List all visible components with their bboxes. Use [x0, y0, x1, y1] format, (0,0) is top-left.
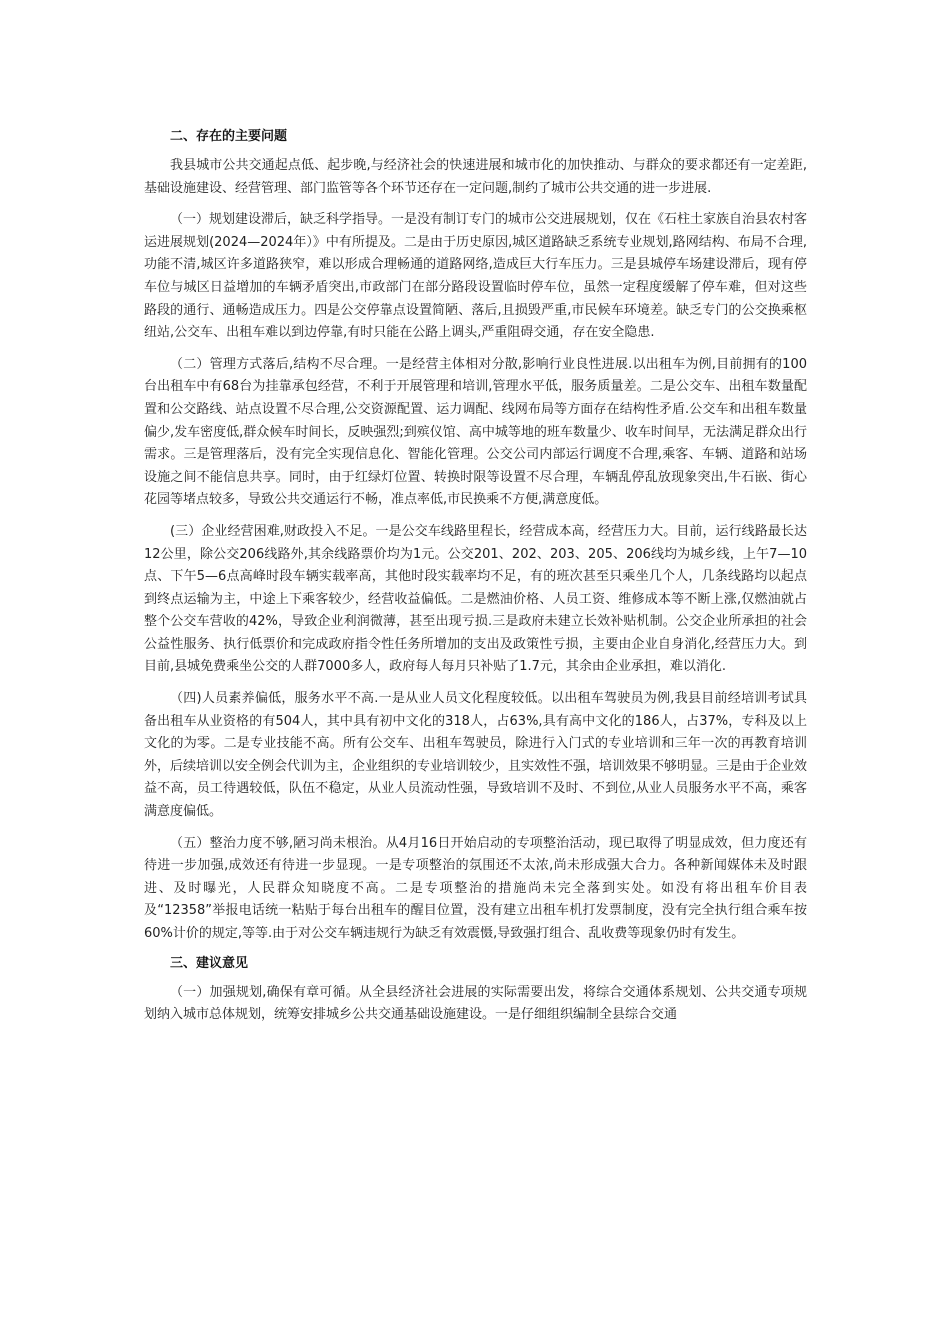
paragraph-personnel-quality: （四)人员素养偏低，服务水平不高.一是从业人员文化程度较低。以出租车驾驶员为例,我县目前经培训考试具备出租车从业资格的有504人，其中具有初中文化的318人，占63%,具有高中文化的186人，占37%，专科及以上文化的为零。二是专业技能不高。所有公交车、出租车驾驶员，除进行入门式的专业培训和三年一次的再教育培训外，后续培训以安全例会代训为主，企业组织的专业培训较少，且实效性不强，培训效果不够明显。三是由于企业效益不高，员工待遇较低，队伍不稳定，从业人员流动性强，导致培训不及时、不到位,从业人员服务水平不高，乘客满意度偏低。 — [144, 691, 808, 820]
document-body — [144, 126, 807, 1027]
section-heading-suggestions: 三、建议意见 — [170, 955, 249, 971]
section-heading-main-problems: 二、存在的主要问题 — [170, 129, 288, 144]
paragraph-intro: 我县城市公共交通起点低、起步晚,与经济社会的快速进展和城市化的加快推动、与群众的要求都还有一定差距,基础设施建设、经营管理、部门监管等各个环节还存在一定问题,制约了城市公共交通的进一步进展. — [144, 158, 807, 196]
paragraph-management: （二）管理方式落后,结构不尽合理。一是经营主体相对分散,影响行业良性进展.以出租车为例,目前拥有的100台出租车中有68台为挂靠承包经营，不利于开展管理和培训,管理水平低，服务质量差。二是公交车、出租车数量配置和公交路线、站点设置不尽合理,公交资源配置、运力调配、线网布局等方面存在结构性矛盾.公交车和出租车数量偏少,发车密度低,群众候车时间长，反映强烈;到殡仪馆、高中城等地的班车数量少、收车时间早，无法满足群众出行需求。三是管理落后，没有完全实现信息化、智能化管理。公交公司内部运行调度不合理,乘客、车辆、道路和站场设施之间不能信息共享。同时，由于红绿灯位置、转换时限等设置不尽合理，车辆乱停乱放现象突出,牛石嵌、街心花园等堵点较多，导致公共交通运行不畅，准点率低,市民换乘不方便,满意度低。 — [144, 356, 807, 508]
paragraph-planning-lag: （一）规划建设滞后，缺乏科学指导。一是没有制订专门的城市公交进展规划，仅在《石柱土家族自治县农村客运进展规划(2024—2024年）》中有所提及。二是由于历史原因,城区道路缺乏系统专业规划,路网结构、布局不合理,功能不清,城区许多道路狭窄，难以形成合理畅通的道路网络,造成巨大行车压力。三是县城停车场建设滞后，现有停车位与城区日益增加的车辆矛盾突出,市政部门在部分路段设置临时停车位，虽然一定程度缓解了停车难，但对这些路段的通行、通畅造成压力。四是公交停靠点设置简陋、落后,且损毁严重,市民候车环境差。缺乏专门的公交换乘枢纽站,公交车、出租车难以到边停靠,有时只能在公路上调头,严重阻碍交通，存在安全隐患. — [144, 212, 808, 341]
paragraph-rectification: （五）整治力度不够,陋习尚未根治。从4月16日开始启动的专项整治活动，现已取得了明显成效，但力度还有待进一步加强,成效还有待进一步显现。一是专项整治的氛围还不太浓,尚未形成强大合力。各种新闻媒体未及时跟进、及时曝光，人民群众知晓度不高。二是专项整治的措施尚未完全落到实处。如没有将出租车价目表及“12358”举报电话统一粘贴于每台出租车的醒目位置，没有建立出租车机打发票制度，没有完全执行组合乘车按60%计价的规定,等等.由于对公交车辆违规行为缺乏有效震慑,导致强打组合、乱收费等现象仍时有发生。 — [144, 835, 807, 941]
paragraph-strengthen-planning: （一）加强规划,确保有章可循。从全县经济社会进展的实际需要出发，将综合交通体系规划、公共交通专项规划纳入城市总体规划，统筹安排城乡公共交通基础设施建设。一是仔细组织编制全县综合交通 — [144, 984, 807, 1023]
paragraph-operation-difficulty: (三）企业经营困难,财政投入不足。一是公交车线路里程长，经营成本高，经营压力大。目前，运行线路最长达12公里，除公交206线路外,其余线路票价均为1元。公交201、202、203、205、206线均为城乡线，上午7—10点、下午5—6点高峰时段车辆实载率高，其他时段实载率均不足，有的班次甚至只乘坐几个人，几条线路均以起点到终点运输为主，中途上下乘客较少，经营收益偏低。二是燃油价格、人员工资、维修成本等不断上涨,仅燃油就占整个公交车营收的42%，导致企业利润微薄，甚至出现亏损.三是政府未建立长效补贴机制。公交企业所承担的社会公益性服务、执行低票价和完成政府指令性任务所增加的支出及政策性亏损，主要由企业自身消化,经营压力大。到目前,县城免费乘坐公交的人群7000多人，政府每人每月只补贴了1.7元，其余由企业承担，难以消化. — [144, 523, 807, 675]
